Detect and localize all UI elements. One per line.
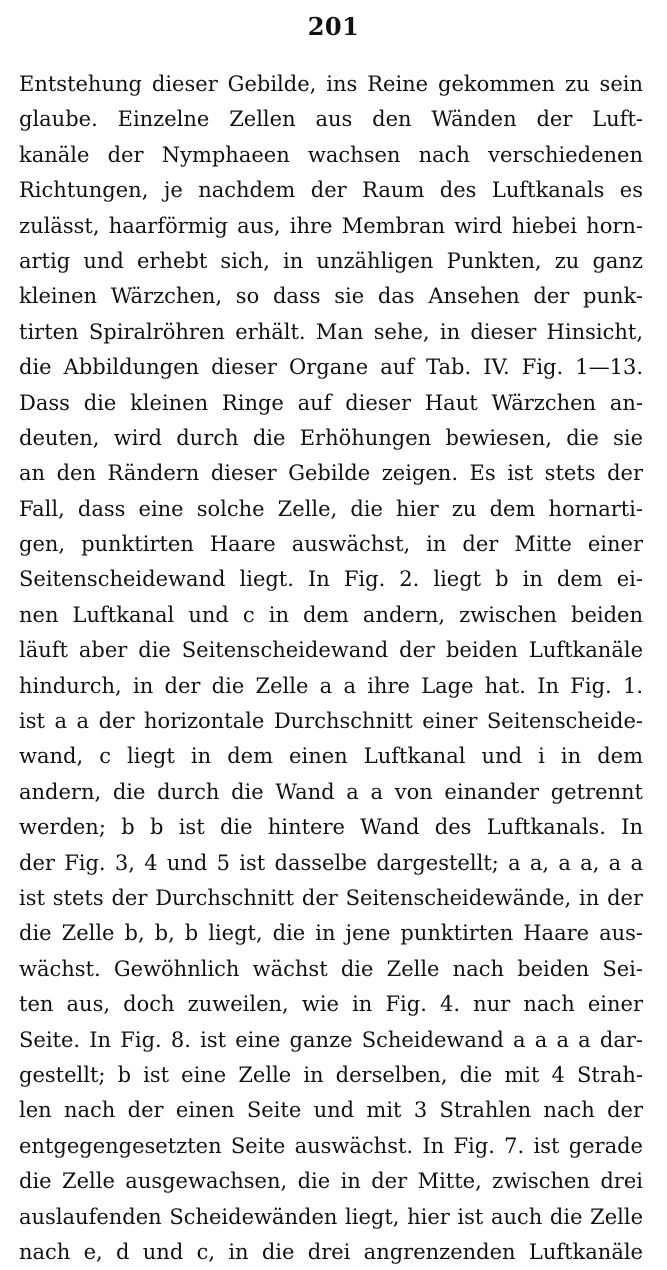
text-line: werden; b b ist die hintere Wand des Luftkanals. In [19,815,643,840]
text-line: glaube. Einzelne Zellen aus den Wänden der Luft- [19,107,643,132]
text-line: Richtungen, je nachdem der Raum des Luftkanals es [19,178,643,203]
text-line: deuten, wird durch die Erhöhungen bewiesen, die sie [19,425,643,450]
text-line: kleinen Wärzchen, so dass sie das Ansehen der punk- [19,284,643,309]
text-line: zulässt, haarförmig aus, ihre Membran wird hiebei horn- [19,213,643,238]
text-line: nen Luftkanal und c in dem andern, zwischen beiden [19,602,643,627]
page-number: 201 [307,12,360,41]
text-line: gestellt; b ist eine Zelle in derselben, die mit 4 Strah- [19,1062,643,1087]
text-line: läuft aber die Seitenscheidewand der beiden Luftkanäle [19,638,643,663]
text-line: die Zelle b, b, b liegt, die in jene punktirten Haare aus- [19,921,643,946]
text-line: ist stets der Durchschnitt der Seitenscheidewände, in der [19,885,643,910]
text-line: die Zelle ausgewachsen, die in der Mitte, zwischen drei [19,1169,643,1194]
text-line: wand, c liegt in dem einen Luftkanal und i in dem [19,744,643,769]
text-line: hindurch, in der die Zelle a a ihre Lage hat. In Fig. 1. [19,673,643,698]
text-line: andern, die durch die Wand a a von einander getrennt [19,779,643,804]
text-line: gen, punktirten Haare auswächst, in der Mitte einer [19,532,643,557]
text-line: wächst. Gewöhnlich wächst die Zelle nach beiden Sei- [19,956,643,981]
text-line: Entstehung dieser Gebilde, ins Reine gekommen zu sein [19,72,643,96]
text-line: len nach der einen Seite und mit 3 Strahlen nach der [19,1098,643,1123]
text-line: Dass die kleinen Ringe auf dieser Haut Wärzchen an- [19,390,643,415]
text-line: tirten Spiralröhren erhält. Man sehe, in dieser Hinsicht, [19,319,643,344]
text-line: artig und erhebt sich, in unzähligen Punkten, zu ganz [19,248,643,273]
text-line: die Abbildungen dieser Organe auf Tab. IV. Fig. 1—13. [19,355,643,380]
text-line: an den Rändern dieser Gebilde zeigen. Es ist stets der [19,461,643,486]
text-line: nach e, d und c, in die drei angrenzenden Luftkanäle [19,1239,643,1264]
text-line: ist a a der horizontale Durchschnitt einer Seitenscheide- [19,709,643,734]
text-line: Seitenscheidewand liegt. In Fig. 2. liegt b in dem ei- [19,567,643,592]
text-line: entgegengesetzten Seite auswächst. In Fig. 7. ist gerade [19,1133,643,1158]
text-line: kanäle der Nymphaeen wachsen nach verschiedenen [19,142,643,167]
text-line: ten aus, doch zuweilen, wie in Fig. 4. nur nach einer [19,992,643,1017]
text-line: der Fig. 3, 4 und 5 ist dasselbe dargestellt; a a, a a, a a [19,850,643,875]
body-text [19,67,643,1270]
text-line: auslaufenden Scheidewänden liegt, hier ist auch die Zelle [19,1204,643,1229]
text-line: Seite. In Fig. 8. ist eine ganze Scheidewand a a a a dar- [19,1027,643,1052]
text-line: Fall, dass eine solche Zelle, die hier zu dem hornarti- [19,496,643,521]
